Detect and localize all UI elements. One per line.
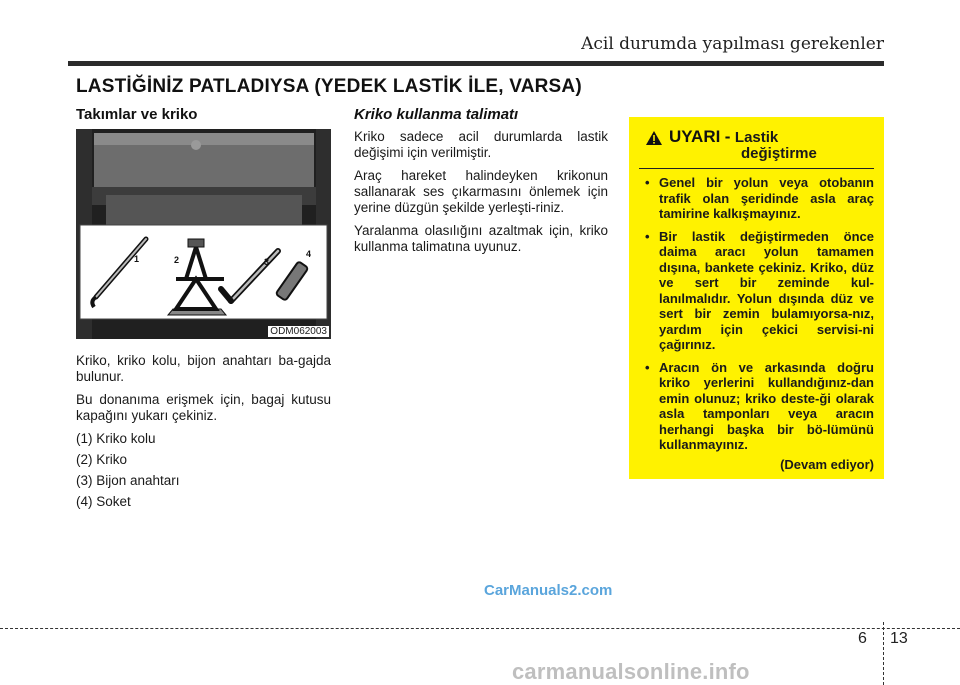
warning-item-3: • Aracın ön ve arkasında doğru kriko yerlerini kullandığınız-dan emin olunuz; kriko deste-ği olarak asla tamponları veya aracın herhangi başka bir bö-lümünü kullanmayınız.	[639, 360, 874, 453]
chapter-number: 6	[858, 630, 867, 647]
callout-1: 1	[134, 254, 140, 264]
warning-triangle-icon	[645, 130, 663, 146]
tool-item-2: (2) Kriko	[76, 452, 128, 467]
jack-storage-text: Araç hareket halindeyken krikonun sallanarak ses çıkarmasını önlemek için yerine düzgün şekilde yerleşti-riniz.	[354, 168, 608, 215]
chapter-header: Acil durumda yapılması gerekenler	[581, 34, 884, 54]
tool-item-4: (4) Soket	[76, 494, 131, 509]
footer-divider	[0, 628, 960, 629]
section-title: LASTİĞİNİZ PATLADIYSA (YEDEK LASTİK İLE, VARSA)	[76, 76, 582, 97]
header-rule	[68, 61, 884, 66]
figure-code: ODM062003	[270, 326, 327, 337]
warning-label: UYARI	[669, 127, 721, 146]
page-number: 13	[890, 630, 908, 647]
jack-purpose-text: Kriko sadece acil durumlarda lastik değişimi için verilmiştir.	[354, 129, 608, 160]
warning-title-line2: değiştirme	[741, 145, 817, 162]
continued-label: (Devam ediyor)	[780, 456, 874, 472]
tools-figure	[76, 129, 331, 339]
warning-divider	[639, 168, 874, 169]
tools-access-text: Bu donanıma erişmek için, bagaj kutusu kapağını yukarı çekiniz.	[76, 392, 331, 423]
page-number-divider	[883, 622, 884, 685]
watermark-link[interactable]: CarManuals2.com	[484, 582, 613, 599]
callout-3: 3	[264, 257, 270, 267]
tool-item-3: (3) Bijon anahtarı	[76, 473, 180, 488]
middle-column	[354, 106, 608, 262]
warning-item-1: • Genel bir yolun veya otobanın trafik olan şeridinde asla araç tamirine kalkışmayınız.	[639, 175, 874, 222]
warning-list	[639, 175, 874, 453]
callout-2: 2	[174, 255, 180, 265]
warning-dash: -	[724, 127, 731, 146]
tools-location-text: Kriko, kriko kolu, bijon anahtarı ba-gajda bulunur.	[76, 353, 331, 384]
warning-item-2: • Bir lastik değiştirmeden önce daima aracı yolun tamamen dışına, bankete çekiniz. Kriko, düz ve sert bir zeminde kul-lanılmalıdır. Yolun dışında düz ve sert bir zemin bulamıyorsa-nız, yardım için çekici servisi-ni çağırınız.	[639, 229, 874, 353]
footer-watermark: carmanualsonline.info	[512, 659, 750, 684]
tool-item-1: (1) Kriko kolu	[76, 431, 156, 446]
jack-safety-text: Yaralanma olasılığını azaltmak için, kriko kullanma talimatına uyunuz.	[354, 223, 608, 254]
tools-subheading: Takımlar ve kriko	[76, 106, 198, 123]
callout-4: 4	[306, 249, 312, 259]
warning-title-line1: Lastik	[734, 129, 779, 146]
left-column	[76, 106, 331, 515]
jack-instructions-subheading: Kriko kullanma talimatı	[354, 106, 519, 123]
warning-box	[629, 117, 884, 479]
trunk-tools-illustration	[76, 129, 331, 339]
